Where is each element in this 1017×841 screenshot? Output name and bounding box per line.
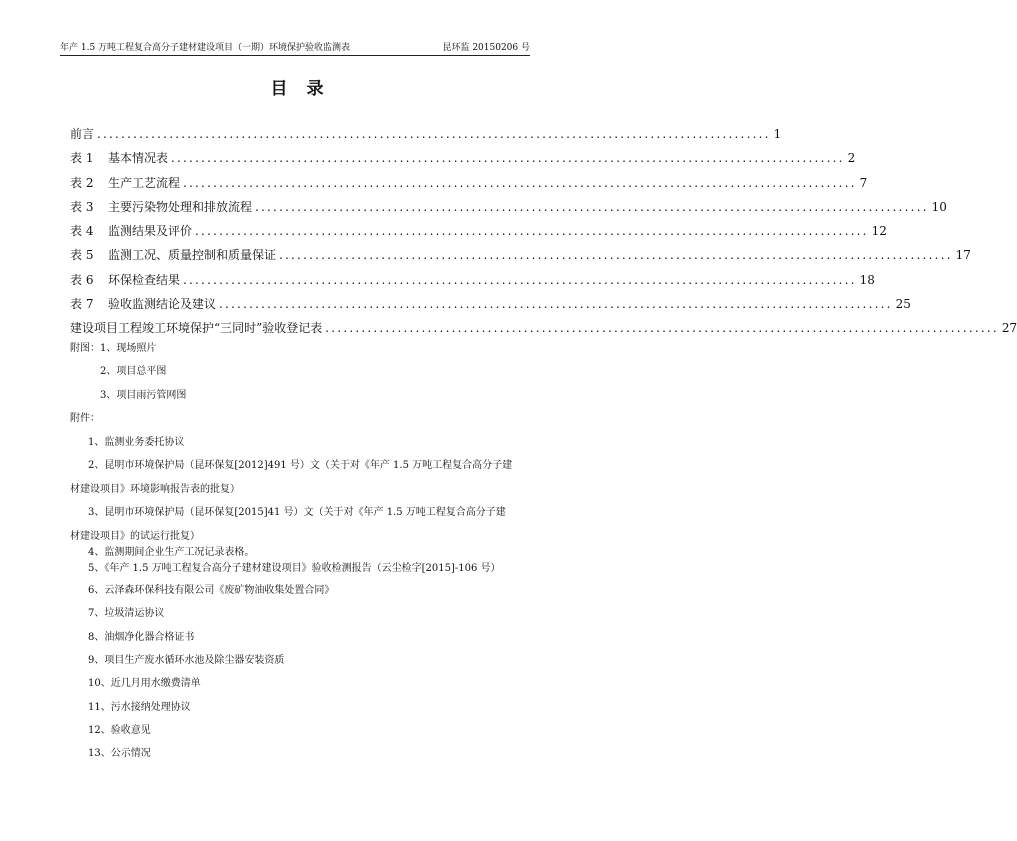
header-report-number: 昆环监 20150206 号 [442, 43, 530, 53]
toc-dot-leader: ................................................................................................................ [97, 127, 771, 141]
toc-entry-page-number: 10 [931, 199, 947, 214]
toc-dot-leader: ................................................................................................................ [195, 224, 869, 239]
toc-dot-leader: ................................................................................................................ [219, 297, 893, 312]
toc-entry-title: 前言 [70, 127, 95, 141]
toc-entry-title: 监测结果及评价 [108, 224, 193, 239]
toc-entry-title: 建设项目工程竣工环境保护“三同时”验收登记表 [70, 321, 323, 336]
attachments-label: 附件： [70, 413, 100, 424]
toc-entry-title: 验收监测结论及建议 [108, 297, 217, 312]
toc-entry-title: 基本情况表 [108, 151, 169, 166]
toc-entry[interactable] [70, 271, 875, 295]
toc-entry-page-number: 2 [847, 151, 856, 166]
attachment-item: 2、昆明市环境保护局（昆环保复[2012]491 号）文（关于对《年产 1.5 万吨工程复合高分子建 [88, 460, 513, 471]
toc-entry-title: 环保检查结果 [108, 272, 181, 287]
attachment-item: 9、项目生产废水循环水池及除尘器安装资质 [88, 655, 285, 666]
toc-entry-page-number: 1 [773, 127, 782, 141]
attachment-item: 7、垃圾清运协议 [88, 608, 165, 619]
toc-entry[interactable] [70, 295, 911, 319]
figure-item-2: 2、项目总平图 [100, 366, 167, 377]
toc-entry[interactable] [70, 149, 856, 173]
toc-entry-number: 表 2 [70, 175, 94, 190]
header-document-title: 年产 1.5 万吨工程复合高分子建材建设项目（一期）环境保护验收监测表 [60, 43, 351, 53]
toc-entry[interactable] [70, 246, 971, 270]
attachment-item-continuation: 材建设项目》的试运行批复） [70, 531, 200, 542]
toc-entry[interactable] [70, 125, 782, 149]
toc-entry[interactable] [70, 222, 887, 246]
toc-entry[interactable] [70, 198, 947, 222]
attachment-item-continuation: 材建设项目》环境影响报告表的批复） [70, 484, 240, 495]
table-of-contents [70, 125, 1017, 344]
attachment-item: 8、油烟净化器合格证书 [88, 632, 195, 643]
attachment-item: 6、云泽森环保科技有限公司《废矿物油收集处置合同》 [88, 585, 335, 596]
attachment-item: 5、《年产 1.5 万吨工程复合高分子建材建设项目》验收检测报告（云尘检字[2015]-106 号） [88, 563, 501, 574]
toc-entry-page-number: 7 [859, 175, 868, 190]
figure-item-3: 3、项目雨污管网图 [100, 390, 187, 401]
attachment-item: 10、近几月用水缴费清单 [88, 678, 201, 689]
toc-dot-leader: ................................................................................................................ [183, 175, 857, 190]
toc-entry-number: 表 7 [70, 297, 94, 312]
page-header [60, 42, 530, 56]
toc-dot-leader: ................................................................................................................ [325, 321, 999, 336]
toc-entry[interactable] [70, 319, 1017, 343]
toc-entry-number: 表 5 [70, 248, 94, 263]
toc-entry-title: 主要污染物处理和排放流程 [108, 199, 253, 214]
toc-dot-leader: ................................................................................................................ [171, 151, 845, 166]
toc-entry-number: 表 3 [70, 199, 94, 214]
attachment-item: 13、公示情况 [88, 748, 151, 759]
toc-dot-leader: ................................................................................................................ [183, 272, 857, 287]
toc-entry-title: 监测工况、质量控制和质量保证 [108, 248, 277, 263]
toc-entry-page-number: 17 [955, 248, 971, 263]
toc-dot-leader: ................................................................................................................ [279, 248, 953, 263]
page-title: 目 录 [270, 79, 325, 99]
toc-dot-leader: ................................................................................................................ [255, 199, 929, 214]
toc-entry-page-number: 12 [871, 224, 887, 239]
toc-entry-number: 表 6 [70, 272, 94, 287]
toc-entry[interactable] [70, 174, 868, 198]
figures-label: 附图：1、现场照片 [70, 343, 157, 354]
attachment-item: 1、监测业务委托协议 [88, 437, 185, 448]
toc-entry-number: 表 4 [70, 224, 94, 239]
toc-entry-page-number: 25 [895, 297, 911, 312]
toc-entry-number: 表 1 [70, 151, 94, 166]
attachment-item: 4、监测期间企业生产工况记录表格。 [88, 547, 255, 558]
attachment-item: 11、污水接纳处理协议 [88, 702, 191, 713]
attachment-item: 12、验收意见 [88, 725, 151, 736]
toc-entry-page-number: 27 [1001, 321, 1017, 336]
attachment-item: 3、昆明市环境保护局（昆环保复[2015]41 号）文（关于对《年产 1.5 万吨工程复合高分子建 [88, 507, 506, 518]
toc-entry-title: 生产工艺流程 [108, 175, 181, 190]
toc-entry-page-number: 18 [859, 272, 875, 287]
